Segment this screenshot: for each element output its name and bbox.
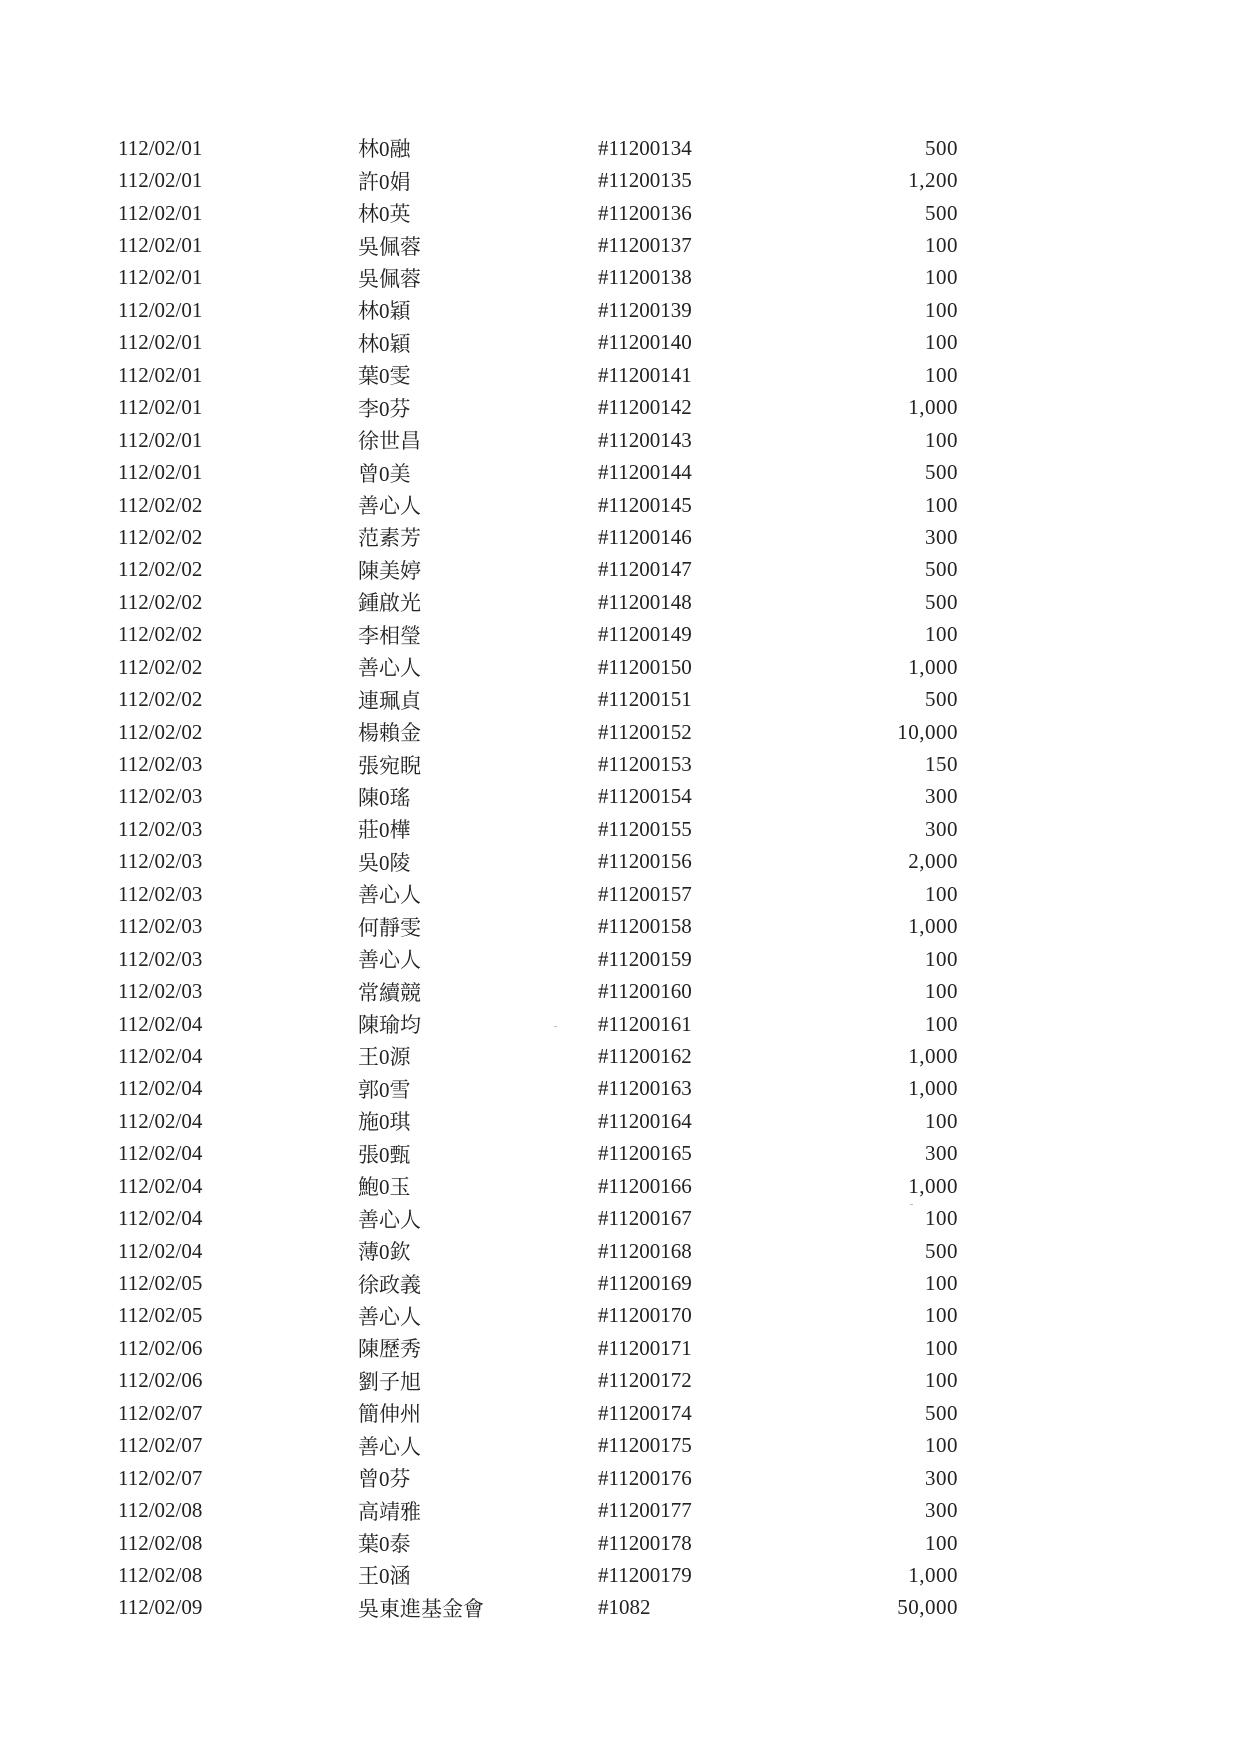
donation-ledger-table	[118, 132, 958, 1624]
table-row	[118, 1332, 958, 1364]
receipt-number-cell: #11200160	[598, 979, 692, 1004]
date-cell: 112/02/01	[118, 427, 203, 452]
receipt-number-cell: #11200139	[598, 297, 692, 322]
receipt-number-cell: #11200138	[598, 265, 692, 290]
receipt-number-cell: #11200144	[598, 460, 692, 485]
donor-name-cell: 范素芳	[358, 526, 421, 551]
donor-name-cell: 善心人	[358, 948, 421, 973]
table-row	[118, 781, 958, 813]
table-row	[118, 683, 958, 715]
receipt-number-cell: #11200148	[598, 589, 692, 614]
amount-cell: 100	[925, 1206, 958, 1231]
date-cell: 112/02/03	[118, 979, 203, 1004]
amount-cell: 100	[925, 1530, 958, 1555]
date-cell: 112/02/01	[118, 460, 203, 485]
donor-name-cell: 徐世昌	[358, 429, 421, 454]
table-row	[118, 1592, 958, 1624]
donor-name-cell: 徐政義	[358, 1272, 421, 1297]
amount-cell: 500	[925, 589, 958, 614]
amount-cell: 100	[925, 622, 958, 647]
receipt-number-cell: #11200177	[598, 1498, 692, 1523]
donor-name-cell: 許0娟	[358, 169, 411, 194]
table-row	[118, 1040, 958, 1072]
donor-name-cell: 常續競	[358, 980, 421, 1005]
amount-cell: 500	[925, 687, 958, 712]
amount-cell: 500	[925, 1400, 958, 1425]
receipt-number-cell: #11200164	[598, 1108, 692, 1133]
date-cell: 112/02/04	[118, 1043, 203, 1068]
date-cell: 112/02/03	[118, 946, 203, 971]
date-cell: 112/02/08	[118, 1562, 203, 1587]
table-row	[118, 1008, 958, 1040]
table-row	[118, 911, 958, 943]
receipt-number-cell: #11200166	[598, 1173, 692, 1198]
table-row	[118, 456, 958, 488]
receipt-number-cell: #11200168	[598, 1238, 692, 1263]
donor-name-cell: 簡伸州	[358, 1402, 421, 1427]
amount-cell: 500	[925, 557, 958, 582]
receipt-number-cell: #11200152	[598, 719, 692, 744]
amount-cell: 300	[925, 1498, 958, 1523]
amount-cell: 500	[925, 135, 958, 160]
amount-cell: 100	[925, 881, 958, 906]
donor-name-cell: 張0甄	[358, 1142, 411, 1167]
date-cell: 112/02/02	[118, 719, 203, 744]
receipt-number-cell: #11200175	[598, 1433, 692, 1458]
donor-name-cell: 善心人	[358, 1304, 421, 1329]
amount-cell: 100	[925, 1335, 958, 1360]
amount-cell: 1,000	[908, 654, 958, 679]
donor-name-cell: 吳佩蓉	[358, 266, 421, 291]
date-cell: 112/02/04	[118, 1011, 203, 1036]
date-cell: 112/02/04	[118, 1141, 203, 1166]
donor-name-cell: 林0穎	[358, 331, 411, 356]
donor-name-cell: 善心人	[358, 1434, 421, 1459]
donor-name-cell: 林0穎	[358, 299, 411, 324]
receipt-number-cell: #11200163	[598, 1076, 692, 1101]
receipt-number-cell: #1082	[598, 1595, 651, 1620]
receipt-number-cell: #11200135	[598, 168, 692, 193]
donor-name-cell: 張宛睨	[358, 753, 421, 778]
table-row	[118, 586, 958, 618]
amount-cell: 500	[925, 1238, 958, 1263]
table-row	[118, 846, 958, 878]
table-row	[118, 1494, 958, 1526]
receipt-number-cell: #11200159	[598, 946, 692, 971]
date-cell: 112/02/02	[118, 589, 203, 614]
amount-cell: 100	[925, 1303, 958, 1328]
amount-cell: 1,000	[908, 1076, 958, 1101]
receipt-number-cell: #11200145	[598, 492, 692, 517]
amount-cell: 100	[925, 492, 958, 517]
table-row	[118, 943, 958, 975]
table-row	[118, 813, 958, 845]
amount-cell: 1,000	[908, 1043, 958, 1068]
table-row	[118, 164, 958, 196]
receipt-number-cell: #11200172	[598, 1368, 692, 1393]
receipt-number-cell: #11200178	[598, 1530, 692, 1555]
table-row	[118, 716, 958, 748]
donor-name-cell: 吳東進基金會	[358, 1596, 484, 1621]
date-cell: 112/02/05	[118, 1303, 203, 1328]
receipt-number-cell: #11200140	[598, 330, 692, 355]
amount-cell: 500	[925, 200, 958, 225]
date-cell: 112/02/02	[118, 557, 203, 582]
date-cell: 112/02/04	[118, 1206, 203, 1231]
scan-speck	[910, 1204, 913, 1205]
table-row	[118, 1430, 958, 1462]
amount-cell: 100	[925, 265, 958, 290]
amount-cell: 1,200	[908, 168, 958, 193]
donor-name-cell: 王0源	[358, 1045, 411, 1070]
amount-cell: 100	[925, 233, 958, 258]
date-cell: 112/02/03	[118, 784, 203, 809]
donor-name-cell: 郭0雪	[358, 1077, 411, 1102]
table-row	[118, 1559, 958, 1591]
donor-name-cell: 陳瑜均	[358, 1013, 421, 1038]
receipt-number-cell: #11200149	[598, 622, 692, 647]
receipt-number-cell: #11200176	[598, 1465, 692, 1490]
amount-cell: 100	[925, 362, 958, 387]
receipt-number-cell: #11200134	[598, 135, 692, 160]
receipt-number-cell: #11200142	[598, 395, 692, 420]
table-row	[118, 262, 958, 294]
amount-cell: 300	[925, 784, 958, 809]
date-cell: 112/02/04	[118, 1173, 203, 1198]
donor-name-cell: 莊0樺	[358, 818, 411, 843]
amount-cell: 2,000	[908, 849, 958, 874]
donor-name-cell: 王0涵	[358, 1564, 411, 1589]
table-row	[118, 1170, 958, 1202]
table-row	[118, 424, 958, 456]
amount-cell: 10,000	[897, 719, 958, 744]
date-cell: 112/02/01	[118, 362, 203, 387]
date-cell: 112/02/07	[118, 1465, 203, 1490]
donor-name-cell: 李0芬	[358, 396, 411, 421]
donor-name-cell: 葉0雯	[358, 364, 411, 389]
receipt-number-cell: #11200174	[598, 1400, 692, 1425]
table-row	[118, 1462, 958, 1494]
table-row	[118, 132, 958, 164]
date-cell: 112/02/07	[118, 1400, 203, 1425]
date-cell: 112/02/01	[118, 168, 203, 193]
amount-cell: 1,000	[908, 395, 958, 420]
donor-name-cell: 陳美婷	[358, 558, 421, 583]
table-row	[118, 1397, 958, 1429]
date-cell: 112/02/02	[118, 654, 203, 679]
date-cell: 112/02/01	[118, 200, 203, 225]
donor-name-cell: 吳0陵	[358, 850, 411, 875]
table-row	[118, 229, 958, 261]
date-cell: 112/02/03	[118, 914, 203, 939]
receipt-number-cell: #11200151	[598, 687, 692, 712]
receipt-number-cell: #11200143	[598, 427, 692, 452]
donor-name-cell: 劉子旭	[358, 1369, 421, 1394]
amount-cell: 50,000	[897, 1595, 958, 1620]
donor-name-cell: 鍾啟光	[358, 591, 421, 616]
date-cell: 112/02/02	[118, 687, 203, 712]
date-cell: 112/02/04	[118, 1076, 203, 1101]
date-cell: 112/02/01	[118, 265, 203, 290]
table-row	[118, 1073, 958, 1105]
receipt-number-cell: #11200153	[598, 752, 692, 777]
table-row	[118, 489, 958, 521]
date-cell: 112/02/05	[118, 1271, 203, 1296]
receipt-number-cell: #11200179	[598, 1562, 692, 1587]
receipt-number-cell: #11200136	[598, 200, 692, 225]
receipt-number-cell: #11200167	[598, 1206, 692, 1231]
amount-cell: 500	[925, 460, 958, 485]
date-cell: 112/02/08	[118, 1530, 203, 1555]
table-row	[118, 1202, 958, 1234]
table-row	[118, 1138, 958, 1170]
amount-cell: 100	[925, 1271, 958, 1296]
date-cell: 112/02/07	[118, 1433, 203, 1458]
date-cell: 112/02/09	[118, 1595, 203, 1620]
donor-name-cell: 連珮貞	[358, 688, 421, 713]
table-row	[118, 521, 958, 553]
table-row	[118, 327, 958, 359]
receipt-number-cell: #11200165	[598, 1141, 692, 1166]
table-row	[118, 748, 958, 780]
receipt-number-cell: #11200146	[598, 524, 692, 549]
date-cell: 112/02/03	[118, 849, 203, 874]
amount-cell: 100	[925, 1108, 958, 1133]
donor-name-cell: 善心人	[358, 494, 421, 519]
table-row	[118, 975, 958, 1007]
date-cell: 112/02/03	[118, 752, 203, 777]
donor-name-cell: 善心人	[358, 656, 421, 681]
date-cell: 112/02/02	[118, 622, 203, 647]
amount-cell: 300	[925, 1465, 958, 1490]
date-cell: 112/02/01	[118, 135, 203, 160]
date-cell: 112/02/01	[118, 395, 203, 420]
date-cell: 112/02/01	[118, 330, 203, 355]
amount-cell: 100	[925, 1368, 958, 1393]
date-cell: 112/02/06	[118, 1335, 203, 1360]
receipt-number-cell: #11200141	[598, 362, 692, 387]
table-row	[118, 294, 958, 326]
amount-cell: 100	[925, 1433, 958, 1458]
amount-cell: 300	[925, 816, 958, 841]
amount-cell: 300	[925, 524, 958, 549]
table-row	[118, 1527, 958, 1559]
table-row	[118, 1267, 958, 1299]
donor-name-cell: 吳佩蓉	[358, 234, 421, 259]
donor-name-cell: 楊賴金	[358, 721, 421, 746]
amount-cell: 100	[925, 297, 958, 322]
donor-name-cell: 李相瑩	[358, 623, 421, 648]
receipt-number-cell: #11200161	[598, 1011, 692, 1036]
amount-cell: 100	[925, 1011, 958, 1036]
donor-name-cell: 高靖雅	[358, 1499, 421, 1524]
donor-name-cell: 施0琪	[358, 1110, 411, 1135]
ledger-body	[118, 132, 958, 1624]
amount-cell: 100	[925, 946, 958, 971]
date-cell: 112/02/04	[118, 1238, 203, 1263]
table-row	[118, 1365, 958, 1397]
amount-cell: 100	[925, 330, 958, 355]
date-cell: 112/02/02	[118, 492, 203, 517]
date-cell: 112/02/08	[118, 1498, 203, 1523]
date-cell: 112/02/01	[118, 233, 203, 258]
receipt-number-cell: #11200171	[598, 1335, 692, 1360]
donor-name-cell: 林0英	[358, 202, 411, 227]
date-cell: 112/02/03	[118, 881, 203, 906]
receipt-number-cell: #11200169	[598, 1271, 692, 1296]
receipt-number-cell: #11200154	[598, 784, 692, 809]
donor-name-cell: 陳歷秀	[358, 1337, 421, 1362]
amount-cell: 1,000	[908, 1562, 958, 1587]
donor-name-cell: 林0融	[358, 137, 411, 162]
date-cell: 112/02/03	[118, 816, 203, 841]
receipt-number-cell: #11200158	[598, 914, 692, 939]
table-row	[118, 1300, 958, 1332]
amount-cell: 1,000	[908, 1173, 958, 1198]
receipt-number-cell: #11200155	[598, 816, 692, 841]
receipt-number-cell: #11200137	[598, 233, 692, 258]
date-cell: 112/02/02	[118, 524, 203, 549]
donor-name-cell: 陳0瑤	[358, 785, 411, 810]
donor-name-cell: 葉0泰	[358, 1532, 411, 1557]
date-cell: 112/02/06	[118, 1368, 203, 1393]
table-row	[118, 619, 958, 651]
amount-cell: 150	[925, 752, 958, 777]
scan-speck	[554, 1026, 557, 1027]
donor-name-cell: 曾0芬	[358, 1467, 411, 1492]
donor-name-cell: 何靜雯	[358, 915, 421, 940]
donor-name-cell: 善心人	[358, 883, 421, 908]
table-row	[118, 197, 958, 229]
receipt-number-cell: #11200156	[598, 849, 692, 874]
receipt-number-cell: #11200150	[598, 654, 692, 679]
amount-cell: 300	[925, 1141, 958, 1166]
date-cell: 112/02/01	[118, 297, 203, 322]
table-row	[118, 1105, 958, 1137]
donor-name-cell: 曾0美	[358, 461, 411, 486]
receipt-number-cell: #11200157	[598, 881, 692, 906]
table-row	[118, 554, 958, 586]
receipt-number-cell: #11200147	[598, 557, 692, 582]
amount-cell: 100	[925, 427, 958, 452]
amount-cell: 100	[925, 979, 958, 1004]
receipt-number-cell: #11200170	[598, 1303, 692, 1328]
date-cell: 112/02/04	[118, 1108, 203, 1133]
donor-name-cell: 鮑0玉	[358, 1175, 411, 1200]
amount-cell: 1,000	[908, 914, 958, 939]
donor-name-cell: 薄0欽	[358, 1240, 411, 1265]
table-row	[118, 651, 958, 683]
receipt-number-cell: #11200162	[598, 1043, 692, 1068]
table-row	[118, 359, 958, 391]
table-row	[118, 1235, 958, 1267]
table-row	[118, 878, 958, 910]
donor-name-cell: 善心人	[358, 1207, 421, 1232]
table-row	[118, 392, 958, 424]
